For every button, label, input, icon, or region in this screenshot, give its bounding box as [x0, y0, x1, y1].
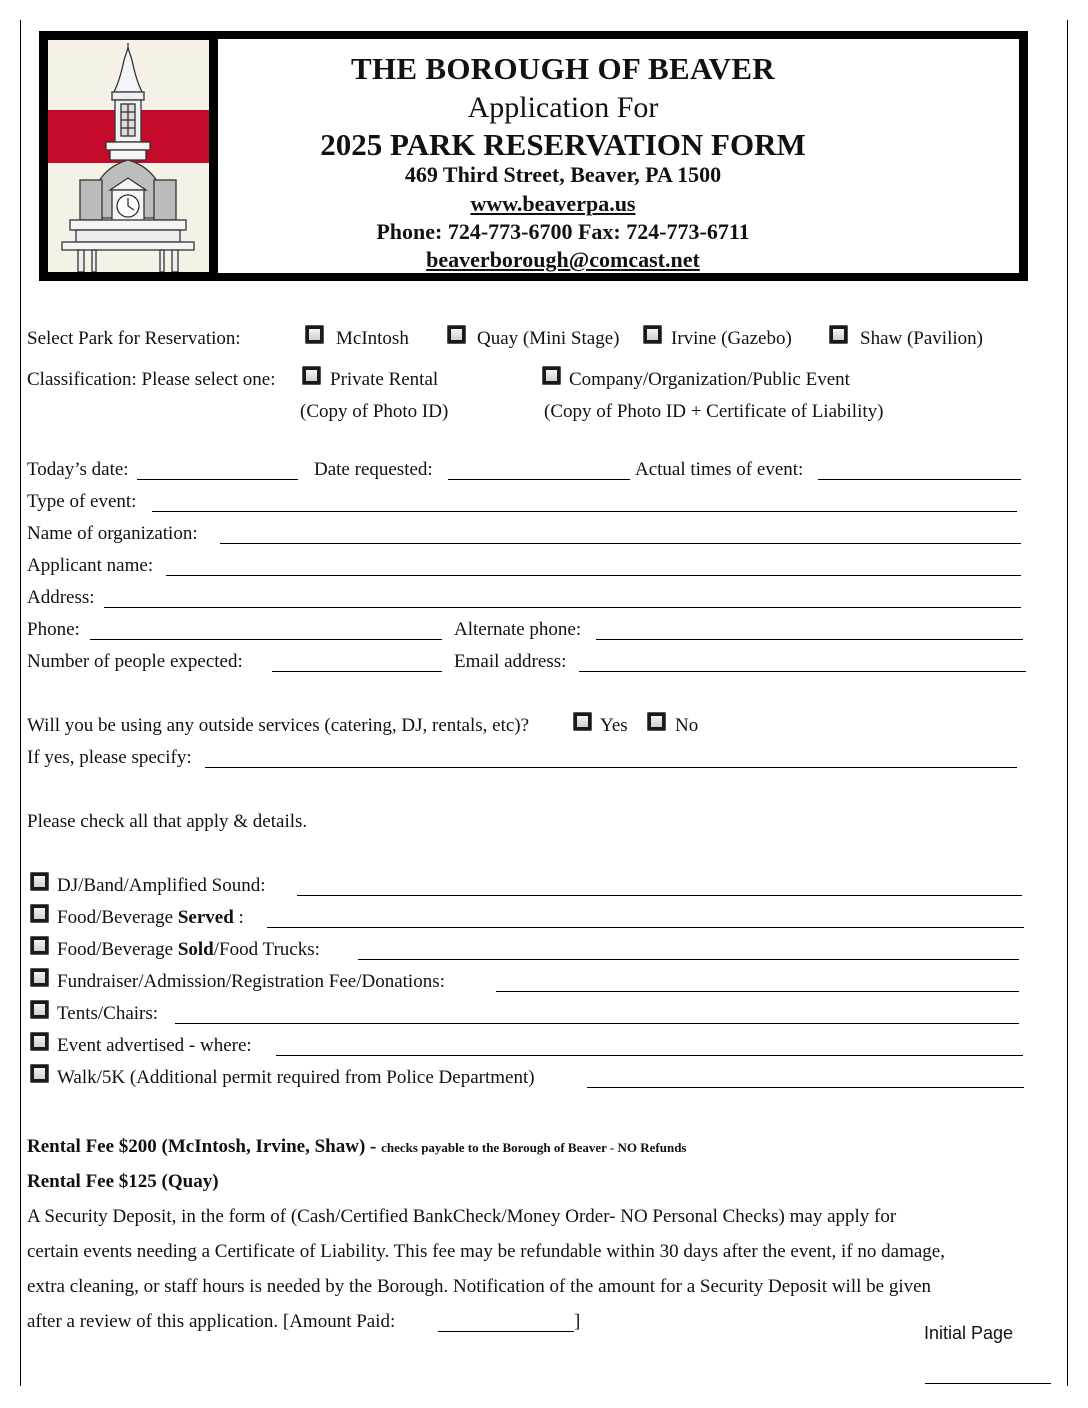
- option-company-event: Company/Organization/Public Event: [569, 369, 850, 390]
- apply-item-text: Food/Beverage: [57, 939, 178, 960]
- rental-fee-200-text: Rental Fee $200 (McIntosh, Irvine, Shaw) -: [27, 1136, 382, 1157]
- specify-label: If yes, please specify:: [27, 747, 192, 768]
- date-requested-label: Date requested:: [314, 459, 433, 480]
- type-of-event-field[interactable]: [152, 511, 1017, 512]
- phone-label: Phone:: [27, 619, 80, 640]
- apply-item-text: Walk/5K (Additional permit required from Police Department): [57, 1067, 535, 1088]
- company-event-note: (Copy of Photo ID + Certificate of Liability): [544, 401, 884, 422]
- apply-item-detail-field[interactable]: [297, 895, 1022, 896]
- title-frame: [213, 31, 1028, 281]
- apply-item-label: [57, 940, 320, 959]
- apply-item-bold-text: Sold: [177, 939, 214, 960]
- initial-page-field[interactable]: [925, 1383, 1051, 1384]
- checkbox-mcintosh[interactable]: [305, 325, 324, 344]
- clock-tower-drawing: [48, 40, 209, 272]
- apply-item-detail-field[interactable]: [358, 959, 1019, 960]
- website-link[interactable]: www.beaverpa.us: [470, 191, 636, 216]
- applicant-name-field[interactable]: [166, 575, 1021, 576]
- apply-item-text: DJ/Band/Amplified Sound:: [57, 875, 266, 896]
- actual-times-field[interactable]: [818, 479, 1021, 480]
- page-left-border: [20, 20, 21, 1386]
- option-mcintosh: McIntosh: [336, 328, 409, 349]
- alternate-phone-field[interactable]: [596, 639, 1023, 640]
- type-of-event-label: Type of event:: [27, 491, 137, 512]
- phone-field[interactable]: [90, 639, 442, 640]
- checkbox-yes[interactable]: [573, 712, 592, 731]
- organization-name-field[interactable]: [220, 543, 1021, 544]
- todays-date-field[interactable]: [137, 479, 298, 480]
- alternate-phone-label: Alternate phone:: [454, 619, 582, 640]
- address-field[interactable]: [104, 607, 1021, 608]
- apply-item-text: Event advertised - where:: [57, 1035, 252, 1056]
- option-yes: Yes: [600, 715, 628, 736]
- apply-item-label: [57, 1004, 158, 1023]
- checkbox-irvine[interactable]: [643, 325, 662, 344]
- apply-item-detail-field[interactable]: [175, 1023, 1019, 1024]
- apply-item-detail-field[interactable]: [276, 1055, 1023, 1056]
- phone-fax: Phone: 724-773-6700 Fax: 724-773-6711: [376, 219, 750, 244]
- apply-item-suffix: /Food Trucks:: [213, 939, 320, 960]
- apply-item-label: [57, 908, 244, 927]
- checkbox-shaw[interactable]: [829, 325, 848, 344]
- date-requested-field[interactable]: [448, 479, 630, 480]
- apply-item-detail-field[interactable]: [267, 927, 1024, 928]
- apply-item-label: [57, 1068, 535, 1087]
- checkbox-quay[interactable]: [447, 325, 466, 344]
- option-shaw: Shaw (Pavilion): [860, 328, 983, 349]
- logo-frame: [39, 31, 217, 281]
- apply-item-label: [57, 972, 445, 991]
- deposit-line-3: extra cleaning, or staff hours is needed by the Borough. Notification of the amount for a Security Deposit will be given: [27, 1276, 932, 1297]
- page-right-border: [1067, 20, 1068, 1386]
- actual-times-label: Actual times of event:: [635, 459, 804, 480]
- deposit-line-4: after a review of this application. [Amount Paid:: [27, 1311, 396, 1332]
- checkbox-apply-item[interactable]: [30, 1064, 49, 1083]
- title-block: [218, 39, 1019, 273]
- checkbox-no[interactable]: [647, 712, 666, 731]
- apply-item-text: Tents/Chairs:: [57, 1003, 159, 1024]
- apply-item-label: [57, 876, 265, 895]
- option-quay: Quay (Mini Stage): [477, 328, 620, 349]
- checkbox-apply-item[interactable]: [30, 936, 49, 955]
- initial-page-label: Initial Page: [924, 1323, 1014, 1343]
- option-no: No: [675, 715, 699, 736]
- apply-item-label: [57, 1036, 252, 1055]
- checkbox-apply-item[interactable]: [30, 872, 49, 891]
- checkbox-apply-item[interactable]: [30, 904, 49, 923]
- checkbox-apply-item[interactable]: [30, 1000, 49, 1019]
- park-selection-label: Select Park for Reservation:: [27, 328, 241, 349]
- form-title: 2025 PARK RESERVATION FORM: [320, 127, 806, 162]
- apply-item-detail-field[interactable]: [496, 991, 1019, 992]
- rental-fee-note: checks payable to the Borough of Beaver - NO Refunds: [381, 1140, 687, 1155]
- specify-field[interactable]: [205, 767, 1017, 768]
- people-expected-label: Number of people expected:: [27, 651, 243, 672]
- checkbox-company-event[interactable]: [542, 366, 561, 385]
- email-address-label: Email address:: [454, 651, 567, 672]
- amount-paid-close: ]: [574, 1311, 581, 1332]
- option-private-rental: Private Rental: [330, 369, 439, 390]
- check-all-heading: Please check all that apply & details.: [27, 811, 308, 832]
- apply-item-bold-text: Served: [177, 907, 234, 928]
- rental-fee-125: Rental Fee $125 (Quay): [27, 1171, 219, 1192]
- apply-item-text: Food/Beverage: [57, 907, 178, 928]
- people-expected-field[interactable]: [272, 671, 442, 672]
- deposit-line-1: A Security Deposit, in the form of (Cash/Certified BankCheck/Money Order- NO Personal Checks) may apply for: [27, 1206, 897, 1227]
- email-link[interactable]: beaverborough@comcast.net: [426, 247, 700, 272]
- organization-name: THE BOROUGH OF BEAVER: [350, 51, 775, 86]
- amount-paid-field[interactable]: [438, 1331, 574, 1332]
- private-rental-note: (Copy of Photo ID): [300, 401, 449, 422]
- clock-tower-logo-icon: [48, 40, 209, 272]
- apply-item-detail-field[interactable]: [587, 1087, 1024, 1088]
- rental-fee-200: [27, 1137, 687, 1156]
- apply-item-text: Fundraiser/Admission/Registration Fee/Donations:: [57, 971, 445, 992]
- classification-label: Classification: Please select one:: [27, 369, 276, 390]
- todays-date-label: Today’s date:: [27, 459, 129, 480]
- apply-item-suffix: :: [233, 907, 244, 928]
- checkbox-apply-item[interactable]: [30, 968, 49, 987]
- checkbox-apply-item[interactable]: [30, 1032, 49, 1051]
- organization-name-label: Name of organization:: [27, 523, 198, 544]
- letterhead: [39, 31, 1028, 281]
- deposit-line-2: certain events needing a Certificate of Liability. This fee may be refundable within 30 days after the event, if no damage,: [27, 1241, 945, 1262]
- outside-services-question: Will you be using any outside services (catering, DJ, rentals, etc)?: [27, 715, 530, 736]
- application-for-label: Application For: [467, 91, 659, 124]
- email-address-field[interactable]: [579, 671, 1026, 672]
- applicant-name-label: Applicant name:: [27, 555, 154, 576]
- option-irvine: Irvine (Gazebo): [671, 328, 792, 349]
- borough-address: 469 Third Street, Beaver, PA 1500: [404, 162, 722, 187]
- address-label: Address:: [27, 587, 95, 608]
- checkbox-private-rental[interactable]: [302, 366, 321, 385]
